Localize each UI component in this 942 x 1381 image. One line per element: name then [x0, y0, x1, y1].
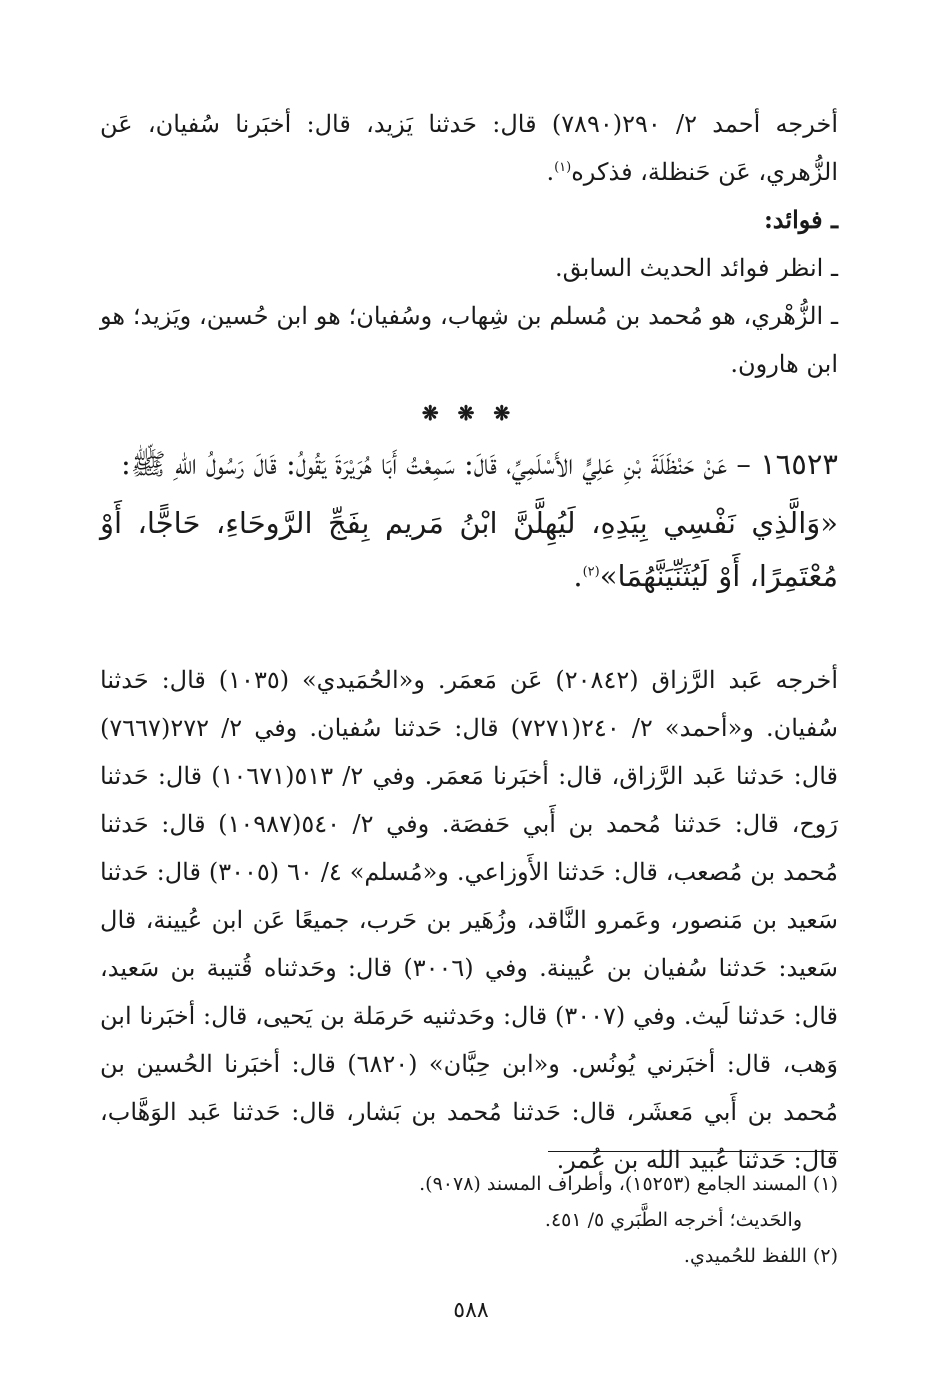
hadith-matn-paragraph: «وَالَّذِي نَفْسِي بِيَدِهِ، لَيُهِلَّنَّ ابْنُ مَريم بِفَجِّ الرَّوحَاءِ، حَاجًّا، أَوْ مُعْتَمِرًا، أَوْ لَيُثَنِّيَنَّهُمَا»$^{(٢)}$.	[100, 506, 838, 593]
hadith-block	[100, 438, 838, 603]
footnote-1-continuation: والحَديث؛ أخرجه الطَّبَري ٥/ ٤٥١.	[544, 1209, 802, 1231]
hadith-isnad: – عَنْ حَنْظَلَةَ بْنِ عَلِيٍّ الأَسْلَمِيِّ، قَالَ: سَمِعْتُ أَبَا هُرَيْرَةَ يَقُولُ: قَالَ رَسُولُ اللهِ ﷺ:	[120, 447, 751, 481]
footnote-marker: (٢)	[582, 564, 600, 580]
footnote-2: (٢) اللفظ للحُميدي.	[683, 1245, 838, 1267]
takhrij-line: الزُّهري، عَن حَنظلة، فذكره	[571, 158, 838, 186]
footnote-1: (١) المسند الجامع (١٥٢٥٣)، وأطراف المسند (٩٠٧٨).	[419, 1173, 838, 1195]
footnotes	[200, 1166, 838, 1274]
hadith-matn: «وَالَّذِي نَفْسِي بِيَدِهِ، لَيُهِلَّنَّ ابْنُ مَريم بِفَجِّ الرَّوحَاءِ، حَاجًّا، أَوْ مُعْتَمِرًا، أَوْ لَيُثَنِّيَنَّهُمَا»	[100, 506, 838, 593]
footnote-marker: (١)	[554, 160, 572, 175]
section-separator: ❋ ❋ ❋	[421, 401, 517, 425]
fawaid-item: ـ الزُّهْري، هو مُحمد بن مُسلم بن شِهاب، وسُفيان؛ هو ابن حُسين، ويَزيد؛ هو ابن هارون.	[100, 302, 838, 378]
takhrij-block	[100, 656, 838, 1184]
page-number: ٥٨٨	[453, 1298, 489, 1323]
takhrij-paragraph: أخرجه عَبد الرَّزاق (٢٠٨٤٢) عَن مَعمَر. و«الحُمَيدي» (١٠٣٥) قال: حَدثنا سُفيان. و«أحمد» ٢/ ٢٤٠(٧٢٧١) قال: حَدثنا سُفيان. وفي ٢/ ٢٧٢(٧٦٦٧) قال: حَدثنا عَبد الرَّزاق، قال: أخبَرنا مَعمَر. وفي ٢/ ٥١٣(١٠٦٧١) قال: حَدثنا رَوح، قال: حَدثنا مُحمد بن أَبي حَفصَة. وفي ٢/ ٥٤٠(١٠٩٨٧) قال: حَدثنا مُحمد بن مُصعب، قال: حَدثنا الأَوزاعي. و«مُسلم» ٤/ ٦٠ (٣٠٠٥) قال: حَدثنا سَعيد بن مَنصور، وعَمرو النَّاقد، وزُهَير بن حَرب، جميعًا عَن ابن عُيينة، قال سَعيد: حَدثنا سُفيان بن عُيينة. وفي (٣٠٠٦) قال: وحَدثناه قُتيبة بن سَعيد، قال: حَدثنا لَيث. وفي (٣٠٠٧) قال: وحَدثنيه حَرمَلة بن يَحيى، قال: أخبَرنا ابن وَهب، قال: أخبَرني يُونُس. و«ابن حِبَّان» (٦٨٢٠) قال: أخبَرنا الحُسين بن مُحمد بن أَبي مَعشَر، قال: حَدثنا مُحمد بن بَشار، قال: حَدثنا عَبد الوَهَّاب، قال: حَدثنا عُبيد الله بن عُمر.	[100, 666, 839, 1174]
fawaid-item: ـ انظر فوائد الحديث السابق.	[555, 254, 838, 282]
hadith-number: ١٦٥٢٣	[760, 447, 838, 481]
previous-section	[100, 100, 838, 388]
footnote-divider	[548, 1151, 838, 1152]
hadith-isnad-paragraph	[100, 438, 838, 491]
fawaid-heading: ـ فوائد:	[763, 205, 838, 234]
takhrij-paragraph-prev: أخرجه أحمد ٢/ ٢٩٠(٧٨٩٠) قال: حَدثنا يَزيد، قال: أخبَرنا سُفيان، عَن الزُّهري، عَن حَنظلة، فذكره$^{(١)}$.	[100, 110, 838, 186]
takhrij-line: أخرجه أحمد ٢/ ٢٩٠(٧٨٩٠) قال: حَدثنا يَزيد، قال: أخبَرنا سُفيان، عَن	[100, 110, 838, 138]
